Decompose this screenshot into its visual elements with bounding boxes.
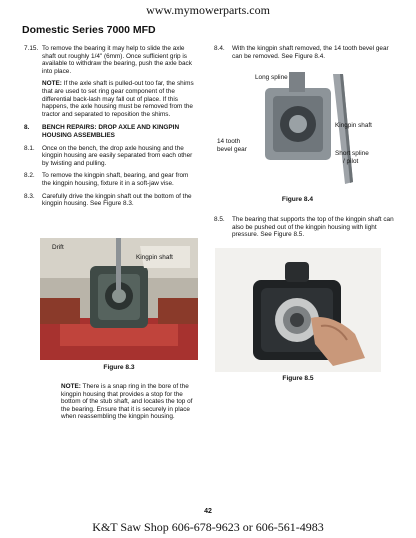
- site-url: www.mymowerparts.com: [146, 3, 270, 17]
- figure-8-5-image: [215, 248, 381, 372]
- figure-8-4-caption: Figure 8.4: [281, 196, 314, 203]
- figure-8-3-image: [40, 238, 198, 360]
- figure-8-4-label-short-spline-line2: / pilot: [343, 158, 359, 165]
- section-number: 8.: [24, 124, 30, 132]
- step-text: To remove the bearing it may help to slide the axle shaft out roughly 1/4" (6mm). Once sufficient grip is available to withdraw the bearing, push the axle back into place.: [42, 45, 192, 75]
- left-column: [24, 45, 196, 213]
- step-7-15: [24, 45, 196, 75]
- figure-8-3-label-kingpin: Kingpin shaft: [136, 254, 173, 261]
- section-8-heading: [24, 124, 196, 139]
- step-number: 8.2.: [24, 172, 35, 180]
- step-number: 8.3.: [24, 192, 35, 200]
- page-header-title: Domestic Series 7000 MFD: [22, 24, 156, 36]
- step-text: To remove the kingpin shaft, bearing, and gear from the kingpin housing, fixture it in a soft-jaw vise.: [42, 172, 189, 187]
- step-text: The bearing that supports the top of the kingpin shaft can also be pushed out of the kingpin housing with light pressure. See Figure 8.5.: [232, 216, 394, 239]
- step-number: 7.15.: [24, 45, 39, 52]
- note-snap-ring: [61, 383, 195, 421]
- figure-8-5-photo: [215, 248, 381, 372]
- step-text: Once on the bench, the drop axle housing and the kingpin housing are easily separated from each other by twisting and pulling.: [42, 144, 193, 167]
- figure-8-3-label-drift: Drift: [52, 244, 64, 251]
- right-column: [214, 45, 398, 65]
- figure-8-4-image: [215, 70, 380, 190]
- page-number: 42: [204, 508, 212, 515]
- figure-8-4-label-gear-line2: bevel gear: [217, 146, 247, 153]
- step-8-1: [24, 145, 196, 168]
- step-text: Carefully drive the kingpin shaft out the bottom of the kingpin housing. See Figure 8.3.: [42, 192, 192, 208]
- figure-8-4-photo: [215, 70, 380, 190]
- step-8-2: [24, 172, 196, 187]
- figure-8-3-caption: Figure 8.3: [103, 364, 135, 371]
- figure-8-4-label-long-spline: Long spline: [255, 74, 288, 81]
- note-label: NOTE:: [61, 383, 81, 390]
- step-8-5-block: [214, 216, 398, 244]
- figure-8-4-label-gear-line1: 14 tooth: [217, 138, 241, 145]
- step-8-3: [24, 193, 196, 208]
- section-title: BENCH REPAIRS: DROP AXLE AND KINGPIN HOUSING ASSEMBLIES: [42, 124, 180, 139]
- step-number: 8.5.: [214, 216, 225, 223]
- figure-8-5-caption: Figure 8.5: [282, 375, 314, 382]
- note-text: If the axle shaft is pulled-out too far, the shims that are used to set ring gear component of the differential back-lash may fall out of place. If this happens, the axle housing must be removed from the tractor and separated to reposition the shims.: [42, 80, 194, 118]
- step-8-4: [214, 45, 398, 60]
- figure-8-4-label-short-spline-line1: Short spline: [335, 150, 369, 157]
- footer-contact: K&T Saw Shop 606-678-9623 or 606-561-4983: [92, 520, 324, 534]
- note-text: There is a snap ring in the bore of the kingpin housing that provides a stop for the bottom of the stub shaft, and locates the top of the bearing. Ensure that it is securely in place when reassembling the kingpin housing.: [61, 383, 193, 421]
- note-label: NOTE:: [42, 80, 62, 88]
- step-8-5: [214, 216, 398, 239]
- figure-8-4-label-kingpin: Kingpin shaft: [335, 122, 372, 129]
- note-axle-shims: [42, 80, 196, 118]
- step-text: With the kingpin shaft removed, the 14 tooth bevel gear can be removed. See Figure 8.4.: [232, 45, 389, 60]
- figure-8-3-photo: [40, 238, 198, 360]
- step-number: 8.4.: [214, 45, 225, 52]
- step-number: 8.1.: [24, 144, 35, 152]
